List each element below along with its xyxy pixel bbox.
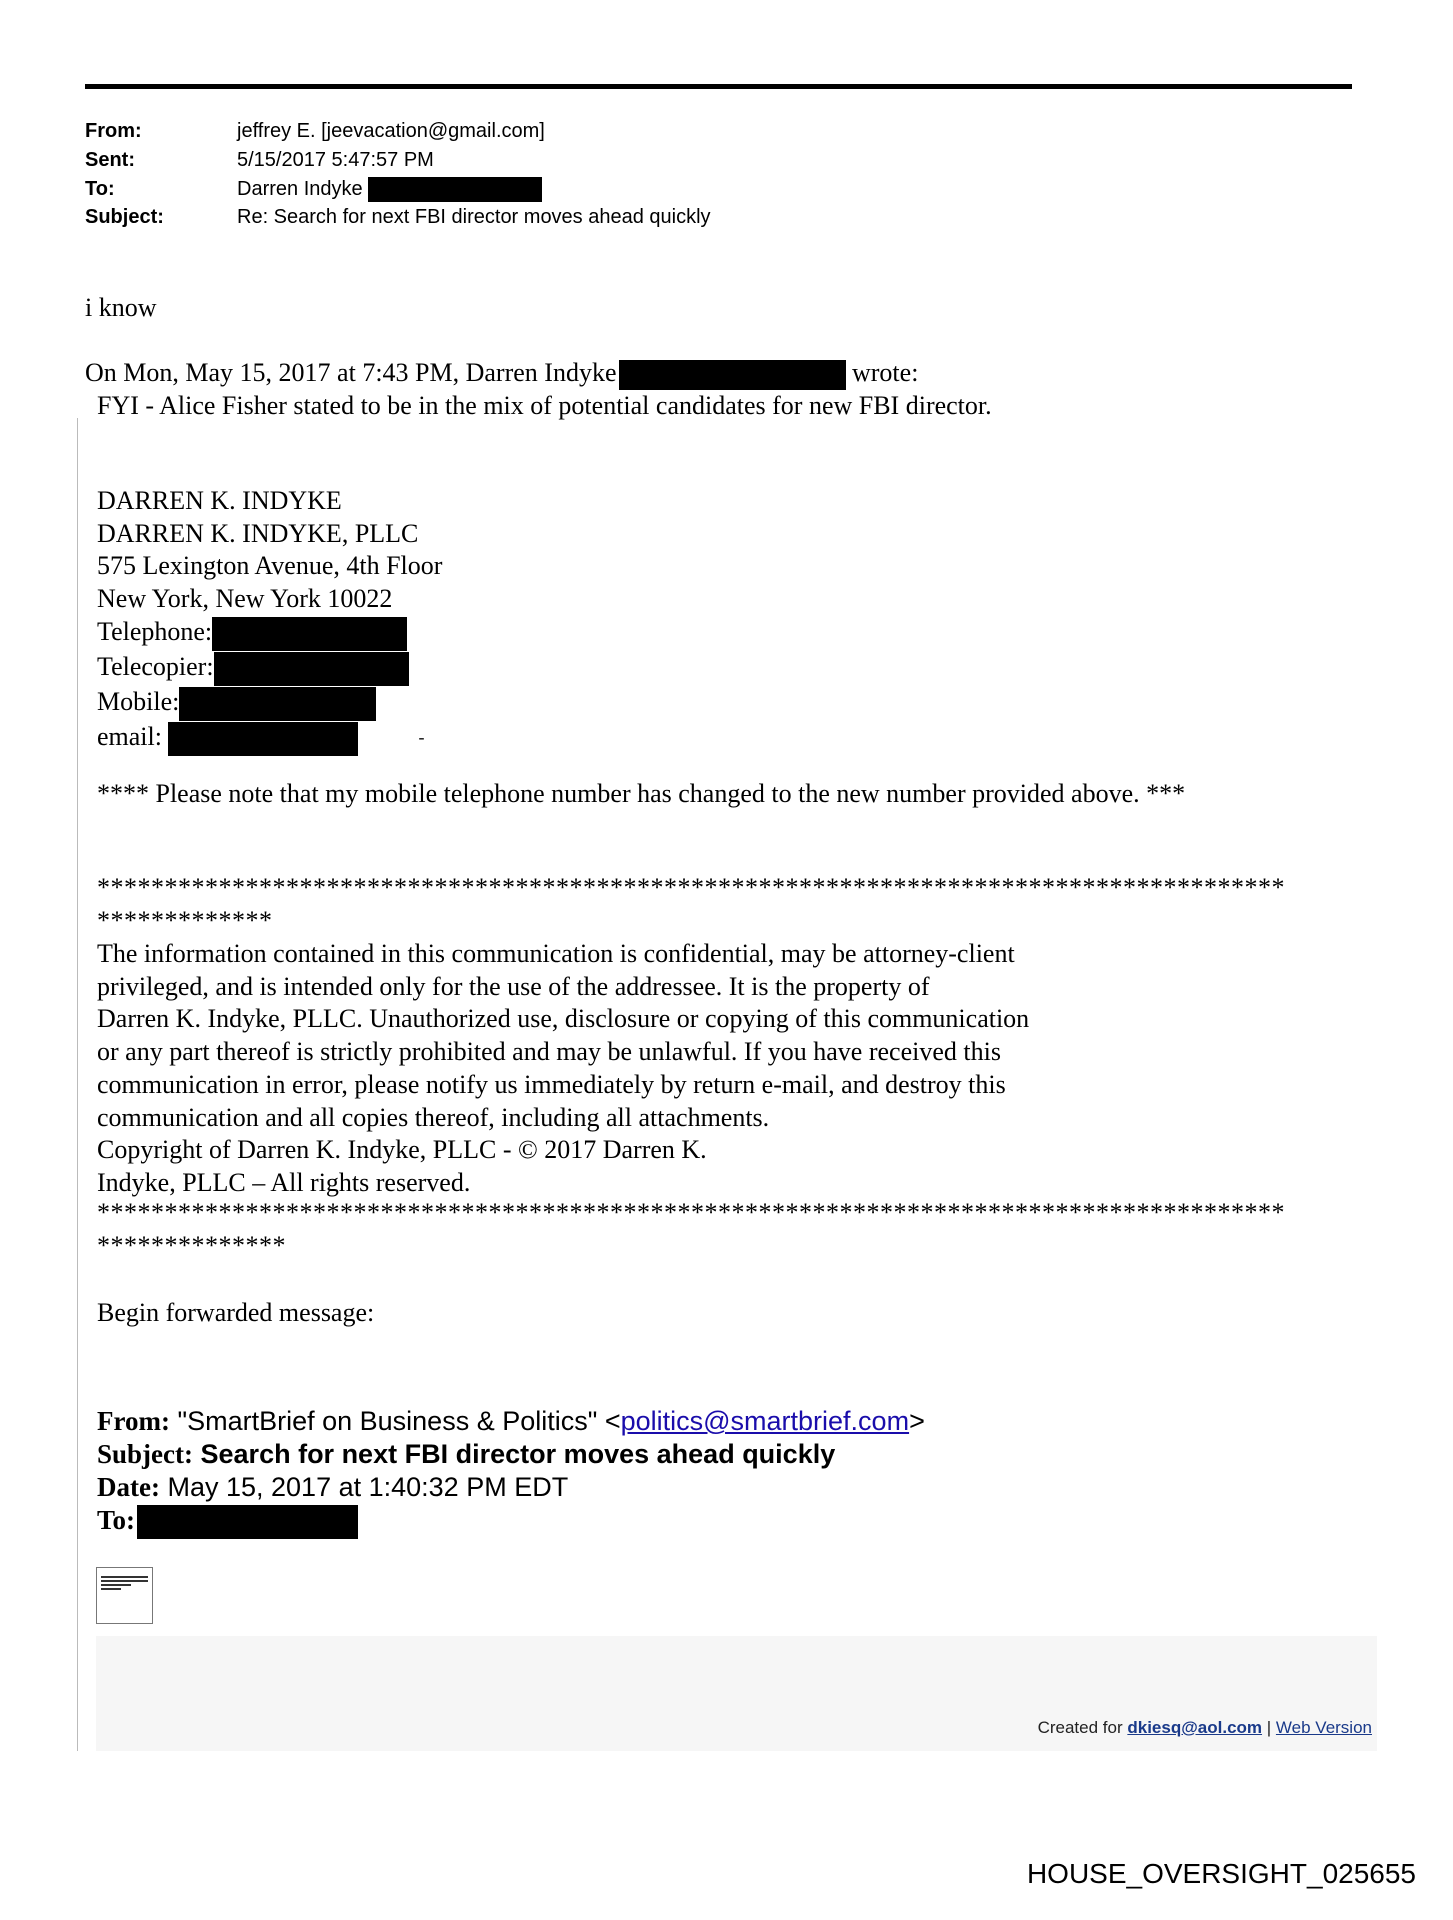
sig-telecopier (97, 651, 442, 686)
sig-email (97, 721, 442, 756)
fwd-date-value: May 15, 2017 at 1:40:32 PM EDT (167, 1472, 569, 1502)
label: Telecopier: (97, 651, 214, 681)
bates-number: HOUSE_OVERSIGHT_025655 (1026, 1858, 1416, 1889)
label: To: (97, 1505, 136, 1535)
from-value: jeffrey E. [jeevacation@gmail.com] (237, 120, 545, 142)
stars-top (97, 872, 1285, 937)
image-placeholder-icon (96, 1567, 153, 1624)
disclaimer-line: The information contained in this communication is confidential, may be attorney-client (97, 939, 1015, 968)
quote-bar (77, 418, 78, 1751)
header-to (85, 177, 542, 202)
label: Telephone: (97, 616, 213, 646)
stars: ************* (97, 905, 273, 935)
quote-intro-wrote: wrote: (852, 358, 919, 387)
sent-value: 5/15/2017 5:47:57 PM (237, 149, 434, 171)
stars: **************************************************************************************** (97, 1198, 1285, 1227)
label: To: (85, 178, 115, 200)
label: From: (85, 120, 142, 142)
disclaimer-line: Copyright of Darren K. Indyke, PLLC - © 2017 Darren K. (97, 1135, 707, 1165)
quote-intro-text: On Mon, May 15, 2017 at 7:43 PM, Darren Indyke (85, 358, 617, 387)
disclaimer-line: privileged, and is intended only for the use of the addressee. It is the property of (97, 971, 930, 1001)
top-rule (85, 84, 1352, 89)
redaction (179, 687, 376, 721)
redaction (368, 177, 542, 202)
redaction (137, 1505, 358, 1539)
disclaimer-line: Indyke, PLLC – All rights reserved. (97, 1167, 471, 1197)
fwd-from-name: "SmartBrief on Business & Politics" < (177, 1406, 621, 1436)
label: email: (97, 721, 162, 751)
sig-mobile (97, 686, 442, 721)
recipient-email-link[interactable]: dkiesq@aol.com (1127, 1718, 1263, 1737)
fwd-from (97, 1405, 925, 1438)
sig-line: DARREN K. INDYKE, PLLC (97, 518, 419, 548)
disclaimer-line: communication and all copies thereof, including all attachments. (97, 1102, 770, 1132)
quote-intro (85, 357, 918, 390)
fwd-date (97, 1471, 568, 1504)
fyi-text: FYI - Alice Fisher stated to be in the mix of potential candidates for new FBI director. (97, 391, 992, 420)
redaction (619, 360, 846, 390)
fwd-subject (97, 1438, 835, 1471)
disclaimer-line: Darren K. Indyke, PLLC. Unauthorized use, disclosure or copying of this communication (97, 1004, 1030, 1034)
begin-forwarded: Begin forwarded message: (97, 1298, 375, 1327)
reply-text: i know (85, 293, 157, 322)
subject-value: Re: Search for next FBI director moves ahead quickly (237, 206, 711, 228)
fwd-from-email-link[interactable]: politics@smartbrief.com (620, 1406, 910, 1436)
redaction (168, 722, 358, 756)
separator: | (1266, 1718, 1272, 1737)
stray-dash: - (418, 726, 425, 747)
label: Date: (97, 1472, 160, 1502)
mobile-note: **** Please note that my mobile telephone number has changed to the new number provided above. *** (97, 779, 1186, 808)
to-value: Darren Indyke (237, 178, 363, 200)
stars: ************** (97, 1230, 286, 1260)
newsletter-footer (1038, 1718, 1372, 1738)
label: Subject: (97, 1439, 193, 1469)
stars-bottom (97, 1197, 1285, 1262)
label: Sent: (85, 149, 135, 171)
header-from (85, 119, 545, 143)
fwd-to (97, 1504, 358, 1539)
header-sent (85, 148, 434, 172)
disclaimer (97, 938, 1029, 1200)
redaction (212, 617, 407, 651)
signature (97, 485, 442, 756)
created-for-label: Created for (1037, 1718, 1123, 1737)
label: Mobile: (97, 686, 180, 716)
disclaimer-line: or any part thereof is strictly prohibited and may be unlawful. If you have received this (97, 1037, 1001, 1067)
sig-line: New York, New York 10022 (97, 584, 393, 614)
header-subject (85, 205, 711, 229)
sig-line: 575 Lexington Avenue, 4th Floor (97, 551, 443, 581)
sig-line: DARREN K. INDYKE (97, 486, 342, 515)
web-version-link[interactable]: Web Version (1275, 1718, 1372, 1737)
fwd-subject-value: Search for next FBI director moves ahead quickly (200, 1439, 836, 1469)
disclaimer-line: communication in error, please notify us immediately by return e-mail, and destroy this (97, 1069, 1006, 1099)
stars: **************************************************************************************** (97, 873, 1285, 902)
label: Subject: (85, 206, 164, 228)
redaction (214, 652, 409, 686)
label: From: (97, 1406, 170, 1436)
bracket: > (909, 1406, 925, 1436)
sig-telephone (97, 616, 442, 651)
